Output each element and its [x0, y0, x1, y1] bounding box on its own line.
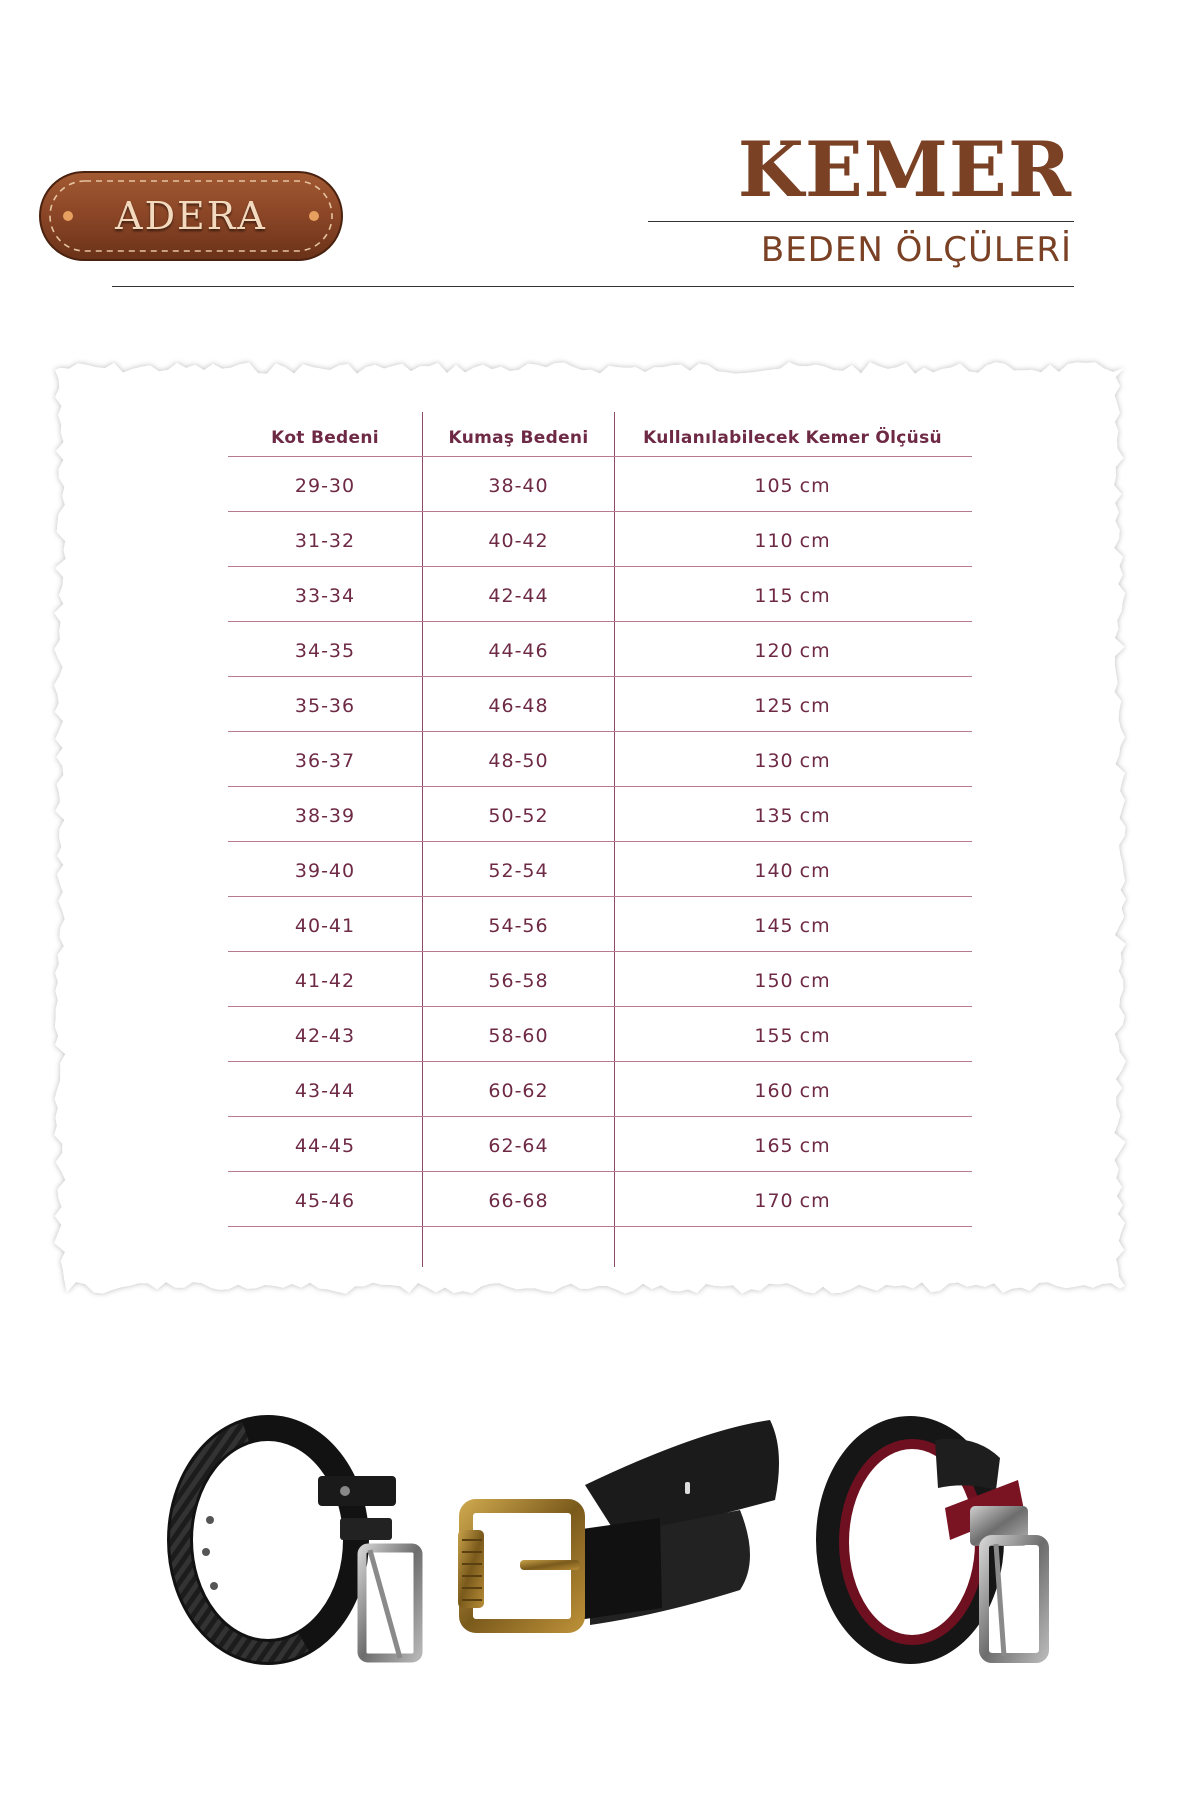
size-table	[228, 412, 972, 1267]
table-row	[228, 1117, 972, 1172]
kot-cell: 40-41	[294, 915, 356, 937]
kumas-cell: 44-46	[422, 622, 614, 676]
kumas-cell: 58-60	[422, 1007, 614, 1061]
kumas-cell: 54-56	[422, 897, 614, 951]
olcu-value: 140	[754, 860, 794, 882]
reversible-belt-icon	[828, 1428, 1044, 1658]
olcu-value: 130	[754, 750, 794, 772]
olcu-cell	[614, 897, 970, 951]
olcu-cell	[614, 732, 970, 786]
table-row	[228, 567, 972, 622]
table-row	[228, 787, 972, 842]
kot-cell: 31-32	[294, 530, 356, 552]
olcu-value: 160	[754, 1080, 794, 1102]
olcu-unit: cm	[799, 970, 831, 992]
olcu-value: 110	[754, 530, 794, 552]
table-header-row	[228, 412, 972, 457]
table-row	[228, 952, 972, 1007]
belt-gallery	[0, 1390, 1200, 1720]
kumas-cell: 52-54	[422, 842, 614, 896]
table-row	[228, 457, 972, 512]
header-kot: Kot Bedeni	[271, 428, 379, 448]
olcu-cell	[614, 677, 970, 731]
table-footer-row	[228, 1227, 972, 1267]
olcu-cell	[614, 457, 970, 511]
olcu-unit: cm	[799, 1190, 831, 1212]
olcu-cell	[614, 952, 970, 1006]
table-row	[228, 512, 972, 567]
olcu-cell	[614, 787, 970, 841]
olcu-cell	[614, 1172, 970, 1226]
page-subtitle: BEDEN ÖLÇÜLERİ	[760, 230, 1072, 270]
olcu-unit: cm	[799, 530, 831, 552]
olcu-cell	[614, 842, 970, 896]
kumas-cell: 60-62	[422, 1062, 614, 1116]
kot-cell: 43-44	[294, 1080, 356, 1102]
kumas-cell: 42-44	[422, 567, 614, 621]
olcu-value: 145	[754, 915, 794, 937]
kumas-cell: 40-42	[422, 512, 614, 566]
olcu-cell	[614, 1117, 970, 1171]
table-body	[228, 457, 972, 1227]
page-title: KEMER	[737, 125, 1072, 214]
kot-cell: 39-40	[294, 860, 356, 882]
kot-cell: 29-30	[294, 475, 356, 497]
olcu-value: 125	[754, 695, 794, 717]
table-row	[228, 1062, 972, 1117]
olcu-unit: cm	[799, 1025, 831, 1047]
olcu-unit: cm	[799, 640, 831, 662]
kumas-cell: 50-52	[422, 787, 614, 841]
brand-name: ADERA	[115, 194, 267, 238]
olcu-cell	[614, 512, 970, 566]
olcu-unit: cm	[799, 475, 831, 497]
olcu-cell	[614, 1062, 970, 1116]
olcu-value: 155	[754, 1025, 794, 1047]
olcu-unit: cm	[799, 860, 831, 882]
olcu-value: 170	[754, 1190, 794, 1212]
olcu-value: 105	[754, 475, 794, 497]
table-row	[228, 842, 972, 897]
braided-belt-icon	[180, 1428, 418, 1658]
olcu-unit: cm	[799, 1135, 831, 1157]
kumas-cell: 62-64	[422, 1117, 614, 1171]
olcu-value: 115	[754, 585, 794, 607]
olcu-cell	[614, 567, 970, 621]
kot-cell: 38-39	[294, 805, 356, 827]
olcu-unit: cm	[799, 750, 831, 772]
kot-cell: 35-36	[294, 695, 356, 717]
olcu-unit: cm	[799, 585, 831, 607]
kumas-cell: 48-50	[422, 732, 614, 786]
header-kumas: Kumaş Bedeni	[422, 412, 614, 456]
kumas-cell: 38-40	[422, 457, 614, 511]
brass-buckle-belt-icon	[458, 1420, 779, 1626]
kot-cell: 44-45	[294, 1135, 356, 1157]
header-olcu: Kullanılabilecek Kemer Ölçüsü	[614, 412, 970, 456]
kot-cell: 33-34	[294, 585, 356, 607]
olcu-value: 150	[754, 970, 794, 992]
kot-cell: 36-37	[294, 750, 356, 772]
olcu-unit: cm	[799, 805, 831, 827]
kot-cell: 42-43	[294, 1025, 356, 1047]
kumas-cell: 56-58	[422, 952, 614, 1006]
olcu-unit: cm	[799, 695, 831, 717]
olcu-value: 135	[754, 805, 794, 827]
kot-cell: 41-42	[294, 970, 356, 992]
table-row	[228, 622, 972, 677]
olcu-value: 165	[754, 1135, 794, 1157]
kot-cell: 34-35	[294, 640, 356, 662]
table-row	[228, 732, 972, 787]
olcu-unit: cm	[799, 915, 831, 937]
kot-cell: 45-46	[294, 1190, 356, 1212]
kumas-cell: 66-68	[422, 1172, 614, 1226]
kumas-cell: 46-48	[422, 677, 614, 731]
olcu-unit: cm	[799, 1080, 831, 1102]
table-row	[228, 1172, 972, 1227]
olcu-cell	[614, 1007, 970, 1061]
olcu-value: 120	[754, 640, 794, 662]
table-row	[228, 897, 972, 952]
table-row	[228, 677, 972, 732]
olcu-cell	[614, 622, 970, 676]
table-row	[228, 1007, 972, 1062]
